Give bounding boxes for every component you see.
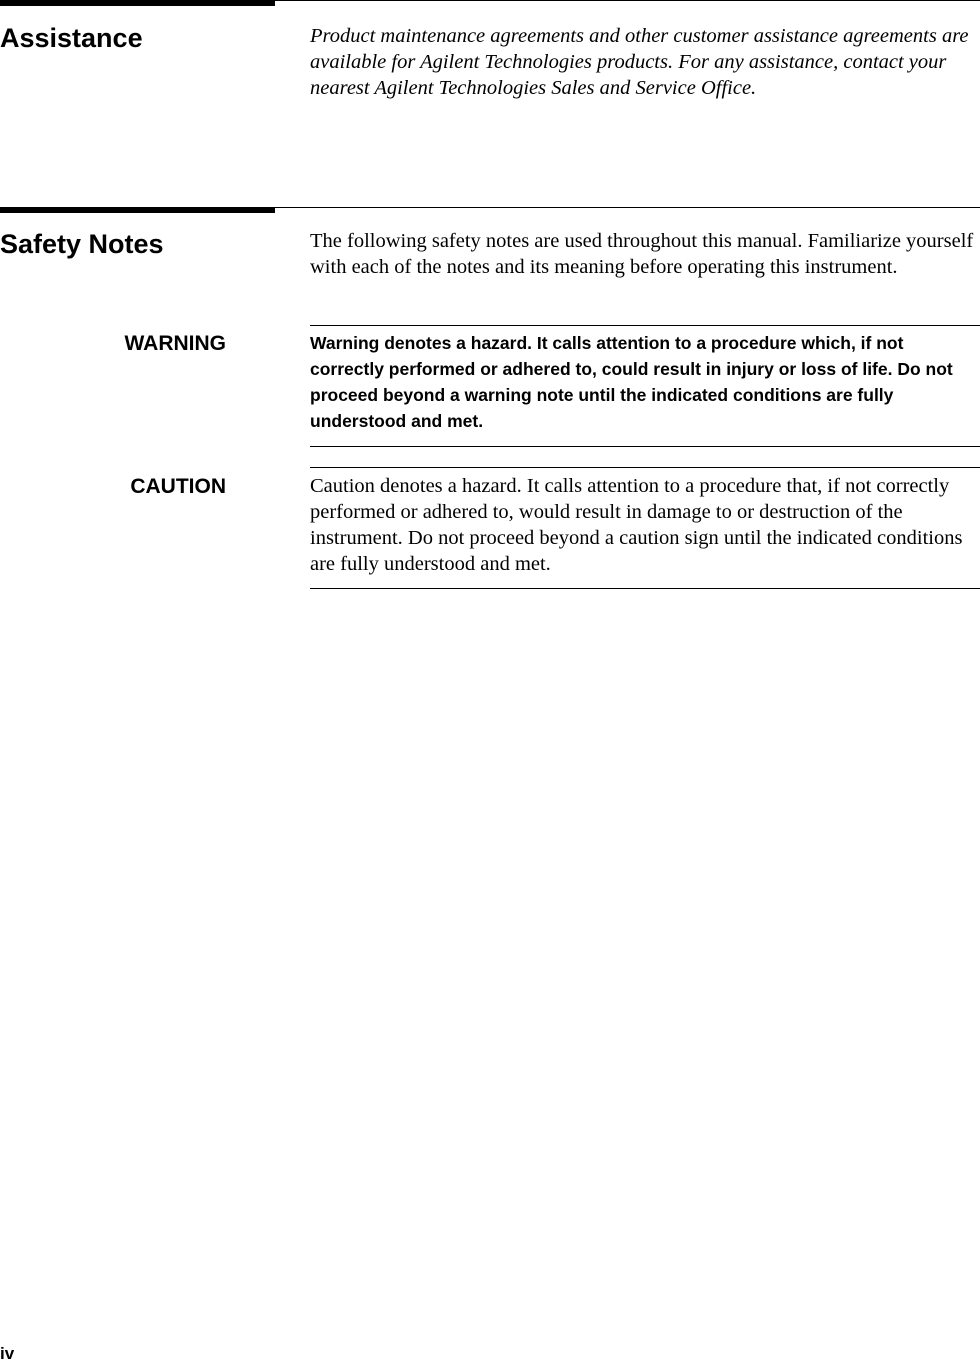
- safety-notes-intro: The following safety notes are used throughout this manual. Familiarize yourself with each of the notes and its meaning before operating this instrument.: [310, 230, 974, 278]
- warning-rule-top: [310, 325, 980, 326]
- caution-rule-top: [310, 467, 980, 468]
- safety-notes-heading: Safety Notes: [0, 229, 164, 259]
- assistance-heading: Assistance: [0, 23, 143, 53]
- safety-notes-rule-thin: [275, 207, 980, 208]
- warning-text: Warning denotes a hazard. It calls attention to a procedure which, if not correctly performed or adhered to, could result in injury or loss of life. Do not proceed beyond a warning note until the indicated conditions are fully understood and met.: [310, 333, 953, 431]
- page-number: iv: [0, 1344, 15, 1363]
- warning-rule-bottom: [310, 446, 980, 447]
- assistance-rule-thick: [0, 0, 275, 6]
- caution-label: CAUTION: [130, 475, 226, 498]
- caution-rule-bottom: [310, 588, 980, 589]
- caution-text: Caution denotes a hazard. It calls attention to a procedure that, if not correctly performed or adhered to, would result in damage to or destruction of the instrument. Do not proceed beyond a caution sign until the indicated conditions are fully understood and met.: [310, 475, 963, 575]
- warning-label: WARNING: [124, 332, 226, 355]
- assistance-body: Product maintenance agreements and other customer assistance agreements are available for Agilent Technologies products. For any assistance, contact your nearest Agilent Technologies Sales and Service Office.: [310, 25, 969, 99]
- safety-notes-rule-thick: [0, 207, 275, 213]
- assistance-rule-thin: [275, 0, 980, 1]
